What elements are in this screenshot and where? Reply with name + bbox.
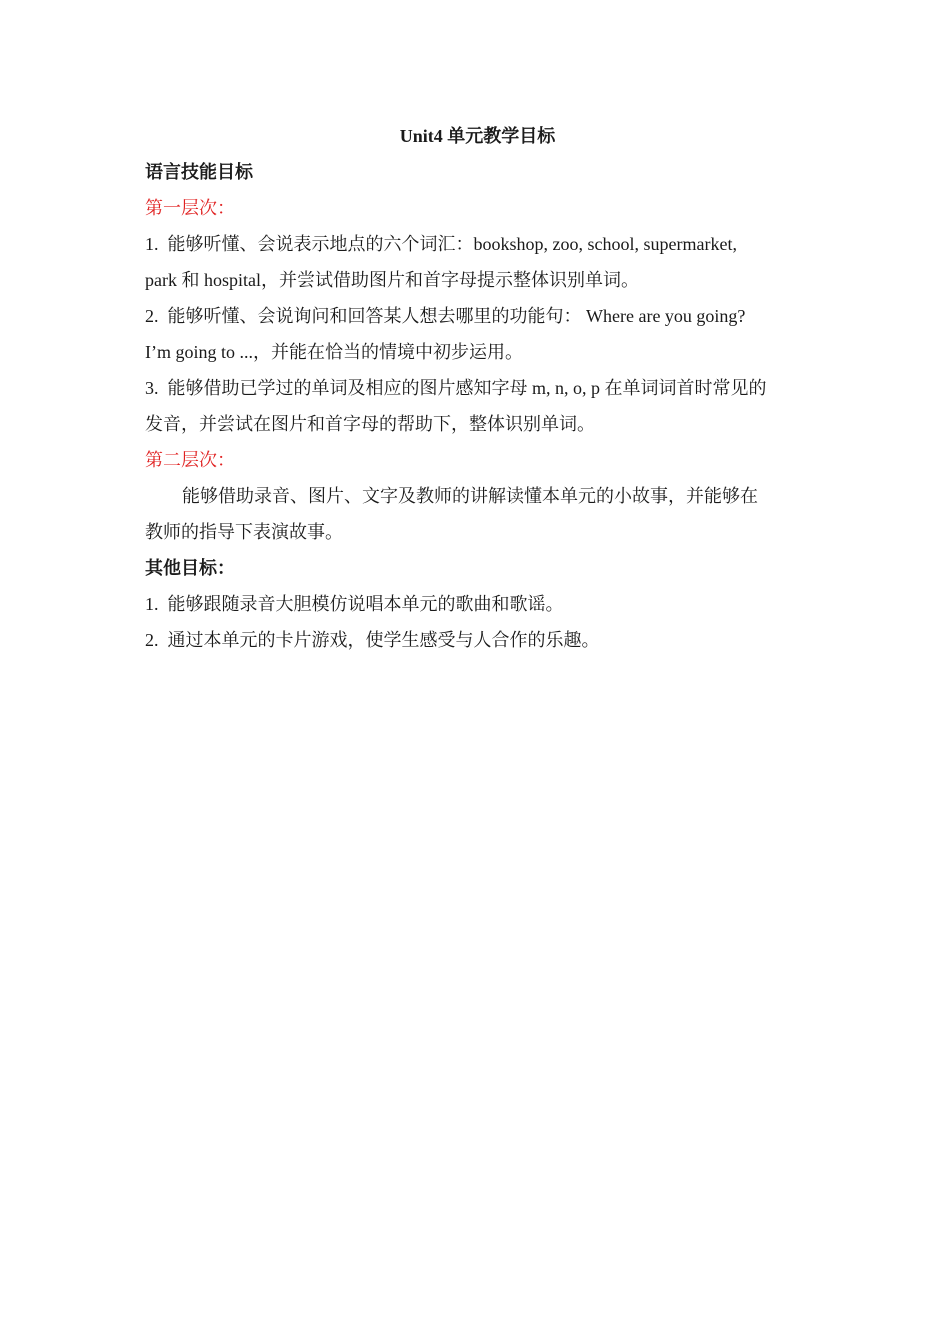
level-one-item-3 <box>145 370 810 442</box>
item-number: 2. <box>145 630 159 650</box>
document-title: Unit4 单元教学目标 <box>399 126 556 146</box>
paragraph-line: 能够借助录音、图片、文字及教师的讲解读懂本单元的小故事，并能够在 <box>182 486 758 506</box>
item-text: 能够跟随录音大胆模仿说唱本单元的歌曲和歌谣。 <box>167 594 564 614</box>
item-text-line: park 和 hospital，并尝试借助图片和首字母提示整体识别单词。 <box>145 270 639 290</box>
item-number: 2. <box>145 306 159 326</box>
item-number: 3. <box>145 378 159 398</box>
item-text-line: 能够听懂、会说表示地点的六个词汇：bookshop, zoo, school, supermarket, <box>167 234 737 254</box>
level-one-item-1 <box>145 226 810 298</box>
other-goal-item-2 <box>145 622 810 658</box>
document-body <box>145 118 810 658</box>
other-goal-item-1 <box>145 586 810 622</box>
item-text-line: I’m going to ...，并能在恰当的情境中初步运用。 <box>145 342 523 362</box>
section-heading-language-skills: 语言技能目标 <box>145 162 253 182</box>
item-number: 1. <box>145 594 159 614</box>
level-two-paragraph <box>145 478 810 550</box>
level-two-label: 第二层次： <box>145 450 235 470</box>
item-text-line: 能够听懂、会说询问和回答某人想去哪里的功能句： Where are you going? <box>167 306 746 326</box>
section-heading-other-goals: 其他目标： <box>145 558 235 578</box>
item-text: 通过本单元的卡片游戏，使学生感受与人合作的乐趣。 <box>167 630 600 650</box>
item-text-line: 发音，并尝试在图片和首字母的帮助下，整体识别单词。 <box>145 414 595 434</box>
level-one-label: 第一层次： <box>145 198 235 218</box>
item-text-line: 能够借助已学过的单词及相应的图片感知字母 m, n, o, p 在单词词首时常见的 <box>167 378 767 398</box>
paragraph-line: 教师的指导下表演故事。 <box>145 522 343 542</box>
level-one-item-2 <box>145 298 810 370</box>
item-number: 1. <box>145 234 159 254</box>
